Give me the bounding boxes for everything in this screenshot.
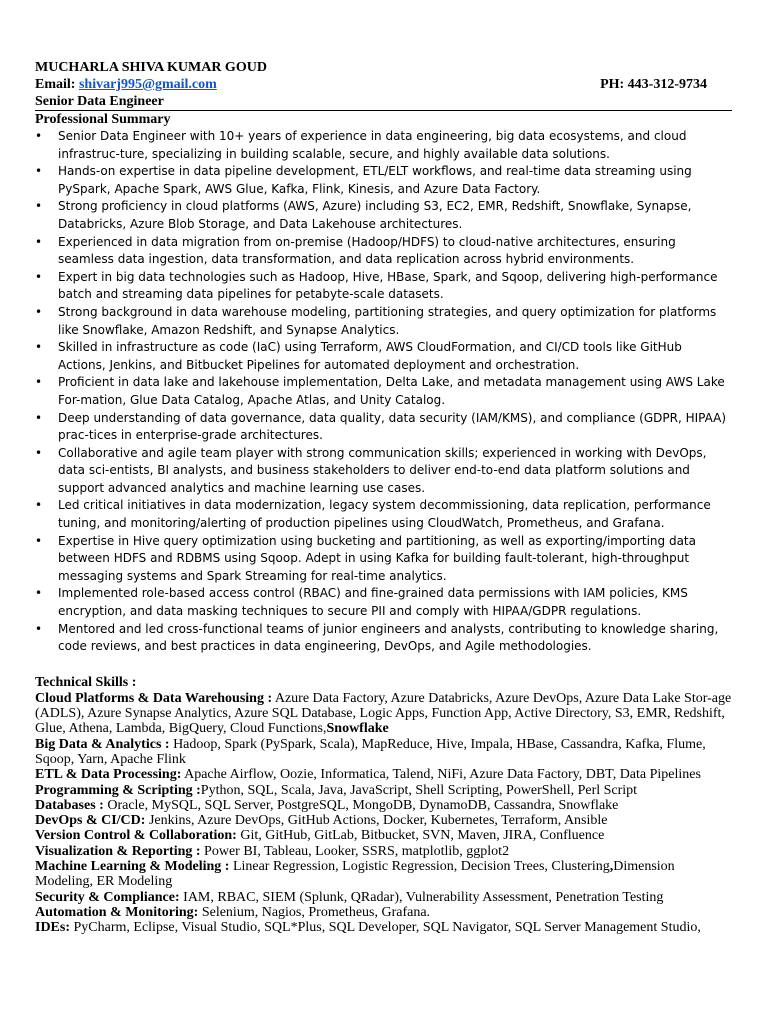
skill-category: Machine Learning & Modeling : [35,859,230,875]
skill-row [35,798,732,813]
skill-category: Cloud Platforms & Data Warehousing : [35,690,273,706]
summary-item-text: Mentored and led cross-functional teams of junior engineers and analysts, contributing to knowledge sharing, code reviews, and best practices in data engineering, DevOps, and Agile methodologies. [58,621,719,654]
bullet-icon: • [35,375,43,390]
skill-row [35,890,732,905]
job-title: Senior Data Engineer [35,94,164,109]
bullet-icon: • [35,498,43,513]
skill-values: Oracle, MySQL, SQL Server, PostgreSQL, MongoDB, DynamoDB, Cassandra, Snowflake [103,797,619,813]
skill-category: Visualization & Reporting : [35,843,201,859]
bullet-icon: • [35,621,43,636]
bullet-icon: • [35,129,43,143]
summary-item [35,234,732,269]
bullet-icon: • [35,269,43,284]
email-label: Email: [35,77,76,92]
skill-category: Version Control & Collaboration: [35,828,237,844]
summary-item [35,128,732,163]
summary-item [35,374,732,409]
bullet-icon: • [35,533,43,548]
summary-item [35,198,732,233]
skill-values: Azure Data Factory, Azure Databricks, Azure DevOps, Azure Data Lake Stor-age (ADLS), Azure Synapse Analytics, Azure SQL Database, Logic Apps, Function App, Active Directory, S3, EMR, Redshift, Glue, Athena, Lambda, BigQuery, Cloud Functions, [35,690,732,737]
skill-values: Selenium, Nagios, Prometheus, Grafana. [198,904,431,920]
skill-values-tail: Dimension Modeling, ER Modeling [35,859,675,890]
summary-item-text: Skilled in infrastructure as code (IaC) using Terraform, AWS CloudFormation, and CI/CD tools like GitHub Actions, Jenkins, and Bitbucket Pipelines for automated deployment and orchestration. [58,340,682,372]
bullet-icon: • [35,234,43,249]
skill-row [35,767,732,782]
skill-values: IAM, RBAC, SIEM (Splunk, QRadar), Vulnerability Assessment, Penetration Testing [179,889,664,905]
skill-values: Python, SQL, Scala, Java, JavaScript, Shell Scripting, PowerShell, Perl Script [200,782,638,798]
phone-line [600,76,732,93]
skill-category: Programming & Scripting : [35,782,201,798]
skill-row [35,920,732,935]
skill-category: DevOps & CI/CD: [35,813,146,829]
summary-heading: Professional Summary [35,112,171,127]
bullet-icon: • [35,304,43,319]
skill-row [35,859,732,890]
contact-row [35,76,732,93]
summary-item-text: Proficient in data lake and lakehouse implementation, Delta Lake, and metadata management using AWS Lake For-mation, Glue Data Catalog, Apache Atlas, and Unity Catalog. [58,375,725,407]
summary-item-text: Strong background in data warehouse modeling, partitioning strategies, and query optimization for platforms like Snowflake, Amazon Redshift, and Synapse Analytics. [58,304,717,337]
resume-page [35,59,732,936]
skill-category: Automation & Monitoring: [35,904,199,920]
skill-values: Apache Airflow, Oozie, Informatica, Talend, NiFi, Azure Data Factory, DBT, Data Pipelines [181,767,701,783]
skill-row [35,844,732,859]
summary-item [35,497,732,532]
skill-category: Big Data & Analytics : [35,736,170,752]
section-gap [35,656,732,675]
summary-item-text: Expert in big data technologies such as Hadoop, Hive, HBase, Spark, and Sqoop, delivering high-performance batch and streaming data pipelines for petabyte-scale datasets. [58,269,718,302]
bullet-icon: • [35,410,43,425]
summary-item-text: Hands-on expertise in data pipeline development, ETL/ELT workflows, and real-time data streaming using PySpark, Apache Spark, AWS Glue, Kafka, Flink, Kinesis, and Azure Data Factory. [58,164,692,196]
skill-category: Databases : [35,797,104,813]
skill-values: Power BI, Tableau, Looker, SSRS, matplotlib, ggplot2 [200,843,510,859]
bullet-icon: • [35,199,43,214]
bullet-icon: • [35,164,43,179]
skill-values: Hadoop, Spark (PySpark, Scala), MapReduce, Hive, Impala, HBase, Cassandra, Kafka, Flume, Sqoop, Yarn, Apache Flink [35,736,706,767]
skill-values: Jenkins, Azure DevOps, GitHub Actions, Docker, Kubernetes, Terraform, Ansible [145,813,608,829]
skill-category: Security & Compliance: [35,889,180,905]
summary-item [35,269,732,304]
skill-values: Git, GitHub, GitLab, Bitbucket, SVN, Maven, JIRA, Confluence [236,828,605,844]
email-link[interactable]: shivarj995@gmail.com [78,77,217,92]
candidate-name: MUCHARLA SHIVA KUMAR GOUD [35,60,267,75]
summary-item-text: Strong proficiency in cloud platforms (AWS, Azure) including S3, EC2, EMR, Redshift, Snowflake, Synapse, Databricks, Azure Blob Storage, and Data Lakehouse architectures. [58,199,692,231]
skill-values-bold: Snowflake [326,721,389,737]
skills-heading: Technical Skills : [35,674,137,690]
summary-item [35,621,732,656]
summary-item-text: Experienced in data migration from on-premise (Hadoop/HDFS) to cloud-native architectures, ensuring seamless data ingestion, data transformation, and data replication across hybrid environments. [58,234,676,267]
summary-item [35,304,732,339]
bullet-icon: • [35,445,43,460]
skill-values-bold: , [609,859,614,875]
skills-list [35,691,732,936]
bullet-icon: • [35,586,43,601]
summary-item [35,533,732,586]
summary-item-text: Led critical initiatives in data modernization, legacy system decommissioning, data replication, performance tuning, and monitoring/alerting of production pipelines using CloudWatch, Prometheus, and Grafana. [58,498,711,531]
skill-row [35,737,732,768]
phone-number: 443-312-9734 [627,77,707,92]
summary-item [35,339,732,374]
summary-item-text: Implemented role-based access control (RBAC) and fine-grained data permissions with IAM policies, KMS encryption, and data masking techniques to secure PII and comply with HIPAA/GDPR regulations. [58,586,688,619]
phone-label: PH: [600,77,625,92]
summary-list [35,128,732,656]
summary-item-text: Senior Data Engineer with 10+ years of experience in data engineering, big data ecosystems, and cloud infrastruc-ture, specializing in building scalable, secure, and highly available data solutions. [58,129,687,161]
skill-values: Linear Regression, Logistic Regression, Decision Trees, Clustering [229,859,610,875]
summary-item [35,585,732,620]
skill-row [35,783,732,798]
summary-item [35,445,732,498]
skill-row [35,828,732,843]
summary-item-text: Expertise in Hive query optimization using bucketing and partitioning, as well as exporting/importing data between HDFS and RDBMS using Sqoop. Adept in using Kafka for building fault-tolerant, high-throughput messaging systems and Spark Streaming for real-time analytics. [58,533,696,583]
email-line [35,76,217,93]
skill-category: ETL & Data Processing: [35,767,182,783]
summary-item-text: Collaborative and agile team player with strong communication skills; experienced in working with DevOps, data sci-entists, BI analysts, and business stakeholders to deliver end-to-end data platform solutions and support advanced analytics and machine learning use cases. [58,445,707,495]
skill-row [35,813,732,828]
skill-values: PyCharm, Eclipse, Visual Studio, SQL*Plus, SQL Developer, SQL Navigator, SQL Server Management Studio, [70,920,701,936]
skill-row [35,691,732,737]
summary-item [35,163,732,198]
summary-item-text: Deep understanding of data governance, data quality, data security (IAM/KMS), and compliance (GDPR, HIPAA) prac-tices in enterprise-grade architectures. [58,410,727,443]
bullet-icon: • [35,340,43,355]
skill-row [35,905,732,920]
skill-category: IDEs: [35,920,71,936]
summary-item [35,410,732,445]
